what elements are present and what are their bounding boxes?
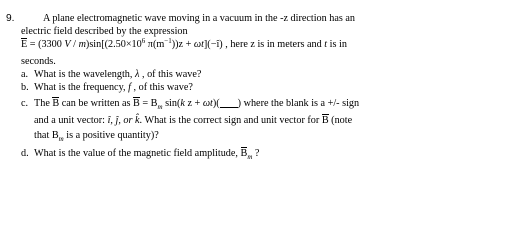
lambda-symbol: λ (135, 69, 140, 80)
frequency-symbol: f (128, 82, 131, 93)
E-vector-symbol: E (21, 39, 28, 50)
electric-field-equation: E = (3300 $V / m)\sin[(2.50\times 10^6$ $\pi(m^{-1}))z$ + ωt](−î) , here z is in meters and t is in (21, 37, 347, 50)
intro-line-2: electric field described by the expression (21, 26, 188, 37)
part-b-label: b. (21, 82, 29, 93)
part-c-line-2: and a unit vector: î, ĵ, or k̂. What is the correct sign and unit vector for B (note (34, 115, 353, 126)
part-b: b. What is the frequency, f , of this wave? (21, 82, 193, 93)
question-number: 9. (6, 13, 15, 24)
part-c-label: c. (21, 98, 29, 109)
part-c-line-3: that $B_m$ is a positive quantity)? (34, 130, 159, 143)
seconds-line: seconds. (21, 56, 56, 67)
answer-blank (220, 97, 238, 108)
problem-body (21, 12, 501, 161)
part-d-label: d. (21, 148, 29, 159)
part-a-label: a. (21, 69, 29, 80)
parts-list (21, 68, 501, 161)
part-c: c. The B can be written as $B = B_m$ sin(k z + ωt)( ) where the blank is a +/- sign (21, 98, 360, 111)
intro-line-1: A plane electromagnetic wave moving in a vacuum in the -z direction has an (43, 13, 356, 24)
part-d: d. What is the value of the magnetic field amplitude, $B_m$ ? (21, 148, 260, 161)
part-a: a. What is the wavelength, λ , of this wave? (21, 69, 202, 80)
